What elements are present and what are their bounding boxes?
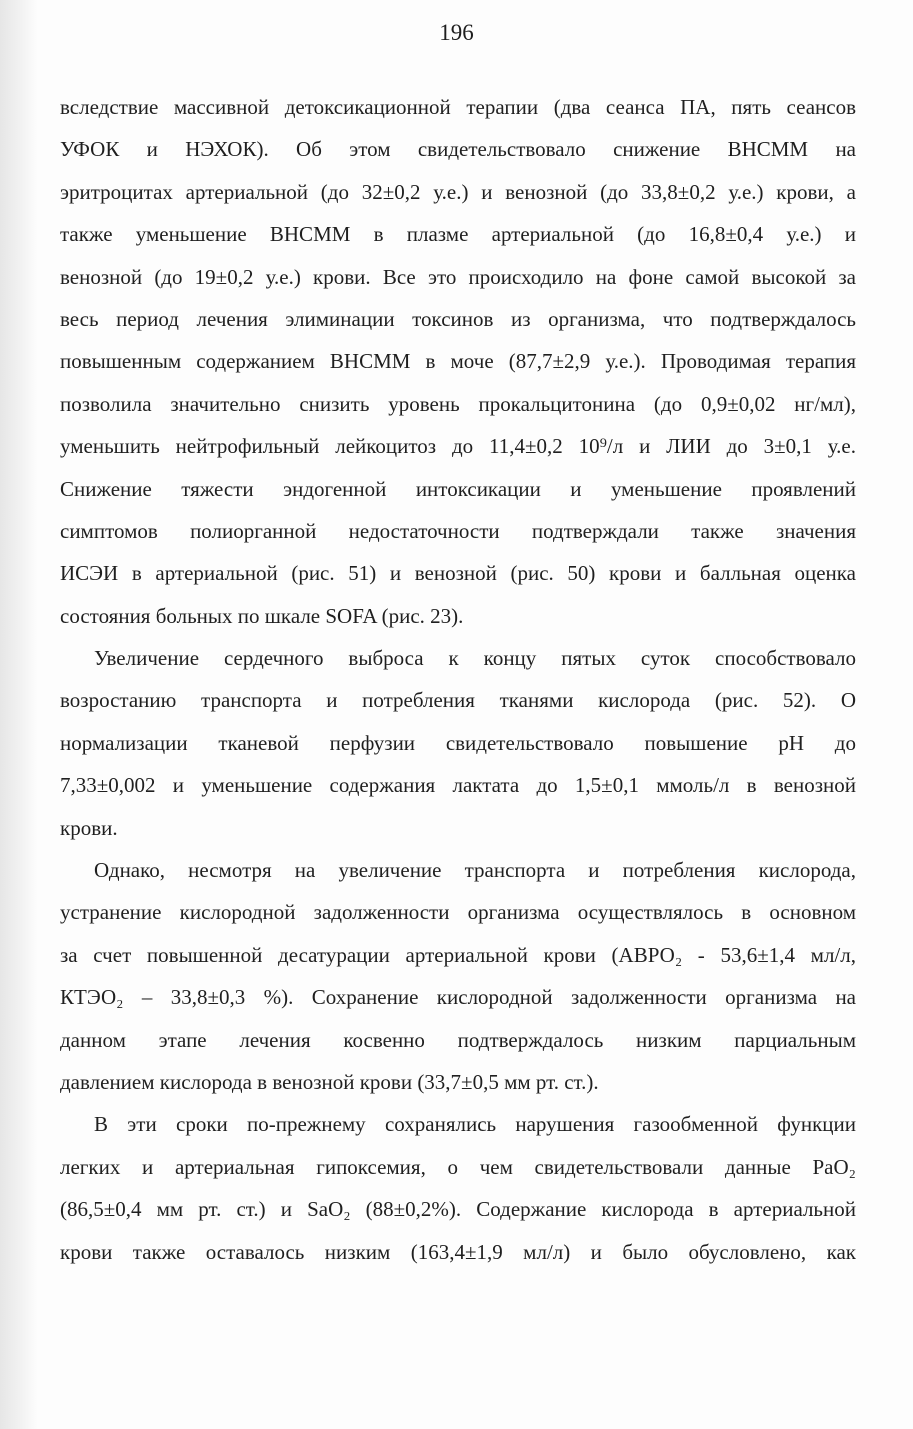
text-line: крови также оставалось низким (163,4±1,9 мл/л) и было обусловлено, как [60,1239,856,1264]
text-line: данном этапе лечения косвенно подтверждалось низким парциальным [60,1027,856,1052]
text-line: крови. [60,815,118,840]
text-line: Однако, несмотря на увеличение транспорта и потребления кислорода, [94,858,856,883]
text-line: 7,33±0,002 и уменьшение содержания лактата до 1,5±0,1 ммоль/л в венозной [60,773,856,798]
text-line: симптомов полиорганной недостаточности подтверждали также значения [60,518,856,543]
paragraph-1 [60,86,856,637]
text-line: уменьшить нейтрофильный лейкоцитоз до 11,4±0,2 10⁹/л и ЛИИ до 3±0,1 у.е. [60,434,856,459]
text-line: КТЭО₂ – 33,8±0,3 %). Сохранение кислородной задолженности организма на [60,985,856,1010]
text-line: позволила значительно снизить уровень прокальцитонина (до 0,9±0,02 нг/мл), [60,391,856,416]
text-line: состояния больных по шкале SOFA (рис. 23). [60,603,464,628]
text-line: ИСЭИ в артериальной (рис. 51) и венозной (рис. 50) крови и балльная оценка [60,561,856,586]
text-line: нормализации тканевой перфузии свидетельствовало повышение pH до [60,730,856,755]
text-line: давлением кислорода в венозной крови (33,7±0,5 мм рт. ст.). [60,1069,599,1094]
text-line: УФОК и НЭХОК). Об этом свидетельствовало снижение ВНСММ на [60,137,856,162]
text-line: Снижение тяжести эндогенной интоксикации и уменьшение проявлений [60,476,856,501]
scan-binding-shadow [0,0,38,1429]
paragraph-3 [60,849,856,1103]
body-text [60,86,856,1273]
text-line: устранение кислородной задолженности организма осуществлялось в основном [60,900,856,925]
text-line: эритроцитах артериальной (до 32±0,2 у.е.) и венозной (до 33,8±0,2 у.е.) крови, а [60,179,856,204]
text-line: легких и артериальная гипоксемия, о чем свидетельствовали данные PaO₂ [60,1154,856,1179]
text-line: повышенным содержанием ВНСММ в моче (87,7±2,9 у.е.). Проводимая терапия [60,349,856,374]
text-line: (86,5±0,4 мм рт. ст.) и SaO₂ (88±0,2%). Содержание кислорода в артериальной [60,1197,856,1222]
text-line: возростанию транспорта и потребления тканями кислорода (рис. 52). О [60,688,856,713]
text-line: В эти сроки по-прежнему сохранялись нарушения газообменной функции [94,1112,856,1137]
text-line: венозной (до 19±0,2 у.е.) крови. Все это происходило на фоне самой высокой за [60,264,856,289]
text-line: за счет повышенной десатурации артериальной крови (АВРО₂ - 53,6±1,4 мл/л, [60,942,856,967]
text-line: Увеличение сердечного выброса к концу пятых суток способствовало [94,646,856,671]
text-line: вследствие массивной детоксикационной терапии (два сеанса ПА, пять сеансов [60,95,856,119]
text-line: также уменьшение ВНСММ в плазме артериальной (до 16,8±0,4 у.е.) и [60,222,856,247]
page-number: 196 [439,20,474,45]
paragraph-4 [60,1103,856,1273]
text-line: весь период лечения элиминации токсинов из организма, что подтверждалось [60,306,856,331]
paragraph-2 [60,637,856,849]
